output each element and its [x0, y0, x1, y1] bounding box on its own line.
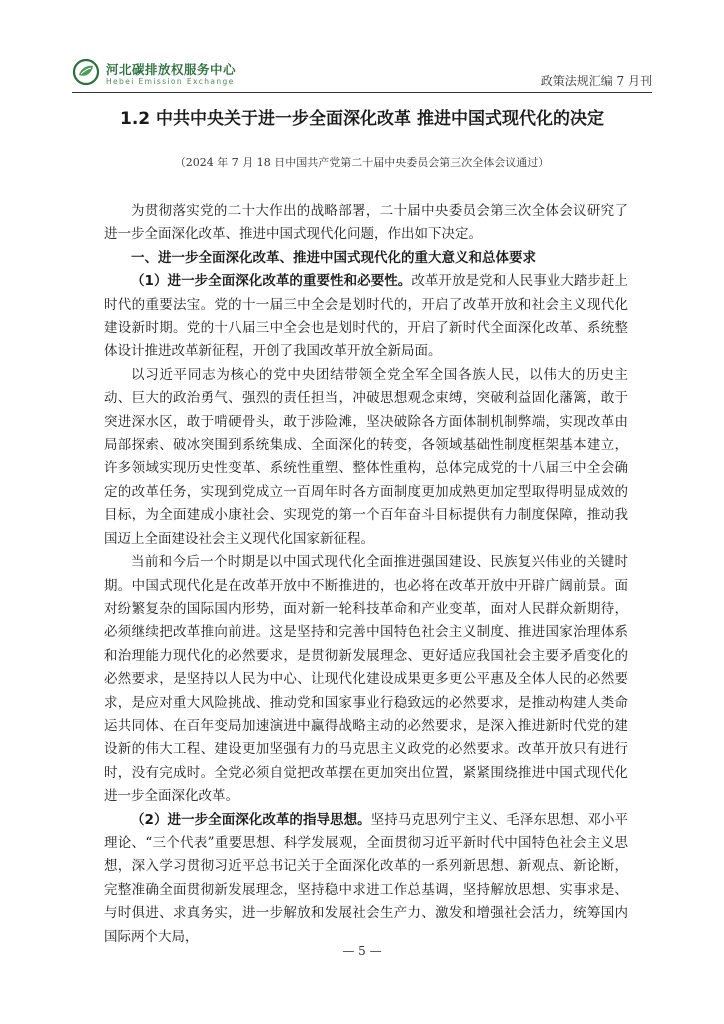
publication-title: 政策法规汇编 7 月刊 [540, 74, 652, 88]
page-number: — 5 — [342, 944, 382, 958]
org-name: 河北碳排放权服务中心 [106, 62, 237, 77]
leaf-logo-icon [72, 58, 100, 86]
paragraph-1 [104, 270, 628, 364]
paragraph-3: 当前和今后一个时期是以中国式现代化全面推进强国建设、民族复兴伟业的关键时期。中国式现代化是在改革开放中不断推进的，也必将在改革开放中开辟广阔前景。面对纷繁复杂的国际国内形势，面对新一轮科技革命和产业变革，面对人民群众新期待，必须继续把改革推向前进。这是坚持和完善中国特色社会主义制度、推进国家治理体系和治理能力现代化的必然要求，是贯彻新发展理念、更好适应我国社会主要矛盾变化的必然要求，是坚持以人民为中心、让现代化建设成果更多更公平惠及全体人民的必然要求，是应对重大风险挑战、推动党和国家事业行稳致远的必然要求，是推动构建人类命运共同体、在百年变局加速演进中赢得战略主动的必然要求，是深入推进新时代党的建设新的伟大工程、建设更加坚强有力的马克思主义政党的必然要求。改革开放只有进行时，没有完成时。全党必须自觉把改革摆在更加突出位置，紧紧围绕推进中国式现代化进一步全面深化改革。 [104, 554, 628, 805]
section-heading: 一、进一步全面深化改革、推进中国式现代化的重大意义和总体要求 [131, 249, 536, 266]
document-subtitle: （2024 年 7 月 18 日中国共产党第二十届中央委员会第三次全体会议通过） [174, 156, 550, 169]
document-body [104, 200, 628, 949]
org-name-english: Hebei Emission Exchange [106, 77, 235, 86]
paragraph-4 [104, 809, 628, 949]
page-header [72, 54, 652, 92]
intro-paragraph: 为贯彻落实党的二十大作出的战略部署，二十届中央委员会第三次全体会议研究了进一步全面深化改革、推进中国式现代化问题，作出如下决定。 [104, 203, 628, 243]
paragraph-1-lead: （1）进一步全面深化改革的重要性和必要性。 [131, 273, 412, 290]
paragraph-4-text: 坚持马克思列宁主义、毛泽东思想、邓小平理论、“三个代表”重要思想、科学发展观，全面贯彻习近平新时代中国特色社会主义思想，深入学习贯彻习近平总书记关于全面深化改革的一系列新思想、新观点、新论断，完整准确全面贯彻新发展理念，坚持稳中求进工作总基调，坚持解放思想、实事求是、与时俱进、求真务实，进一步解放和发展社会生产力、激发和增强社会活力，统筹国内国际两个大局， [104, 811, 628, 945]
paragraph-4-lead: （2）进一步全面深化改革的指导思想。 [131, 811, 371, 828]
header-divider [72, 92, 652, 93]
paragraph-2: 以习近平同志为核心的党中央团结带领全党全军全国各族人民，以伟大的历史主动、巨大的政治勇气、强烈的责任担当，冲破思想观念束缚，突破利益固化藩篱，敢于突进深水区，敢于啃硬骨头，敢于涉险滩，坚决破除各方面体制机制弊端，实现改革由局部探索、破冰突围到系统集成、全面深化的转变，各领域基础性制度框架基本建立，许多领域实现历史性变革、系统性重塑、整体性重构，总体完成党的十八届三中全会确定的改革任务，实现到党成立一百周年时各方面制度更加成熟更加定型取得明显成效的目标，为全面建成小康社会、实现党的第一个百年奋斗目标提供有力制度保障，推动我国迈上全面建设社会主义现代化国家新征程。 [104, 366, 628, 547]
document-title: 1.2 中共中央关于进一步全面深化改革 推进中国式现代化的决定 [120, 109, 604, 129]
paragraph-1-text: 改革开放是党和人民事业大踏步赶上时代的重要法宝。党的十一届三中全会是划时代的，开启了改革开放和社会主义现代化建设新时期。党的十八届三中全会也是划时代的，开启了新时代全面深化改革、系统整体设计推进改革新征程，开创了我国改革开放全新局面。 [104, 273, 628, 360]
